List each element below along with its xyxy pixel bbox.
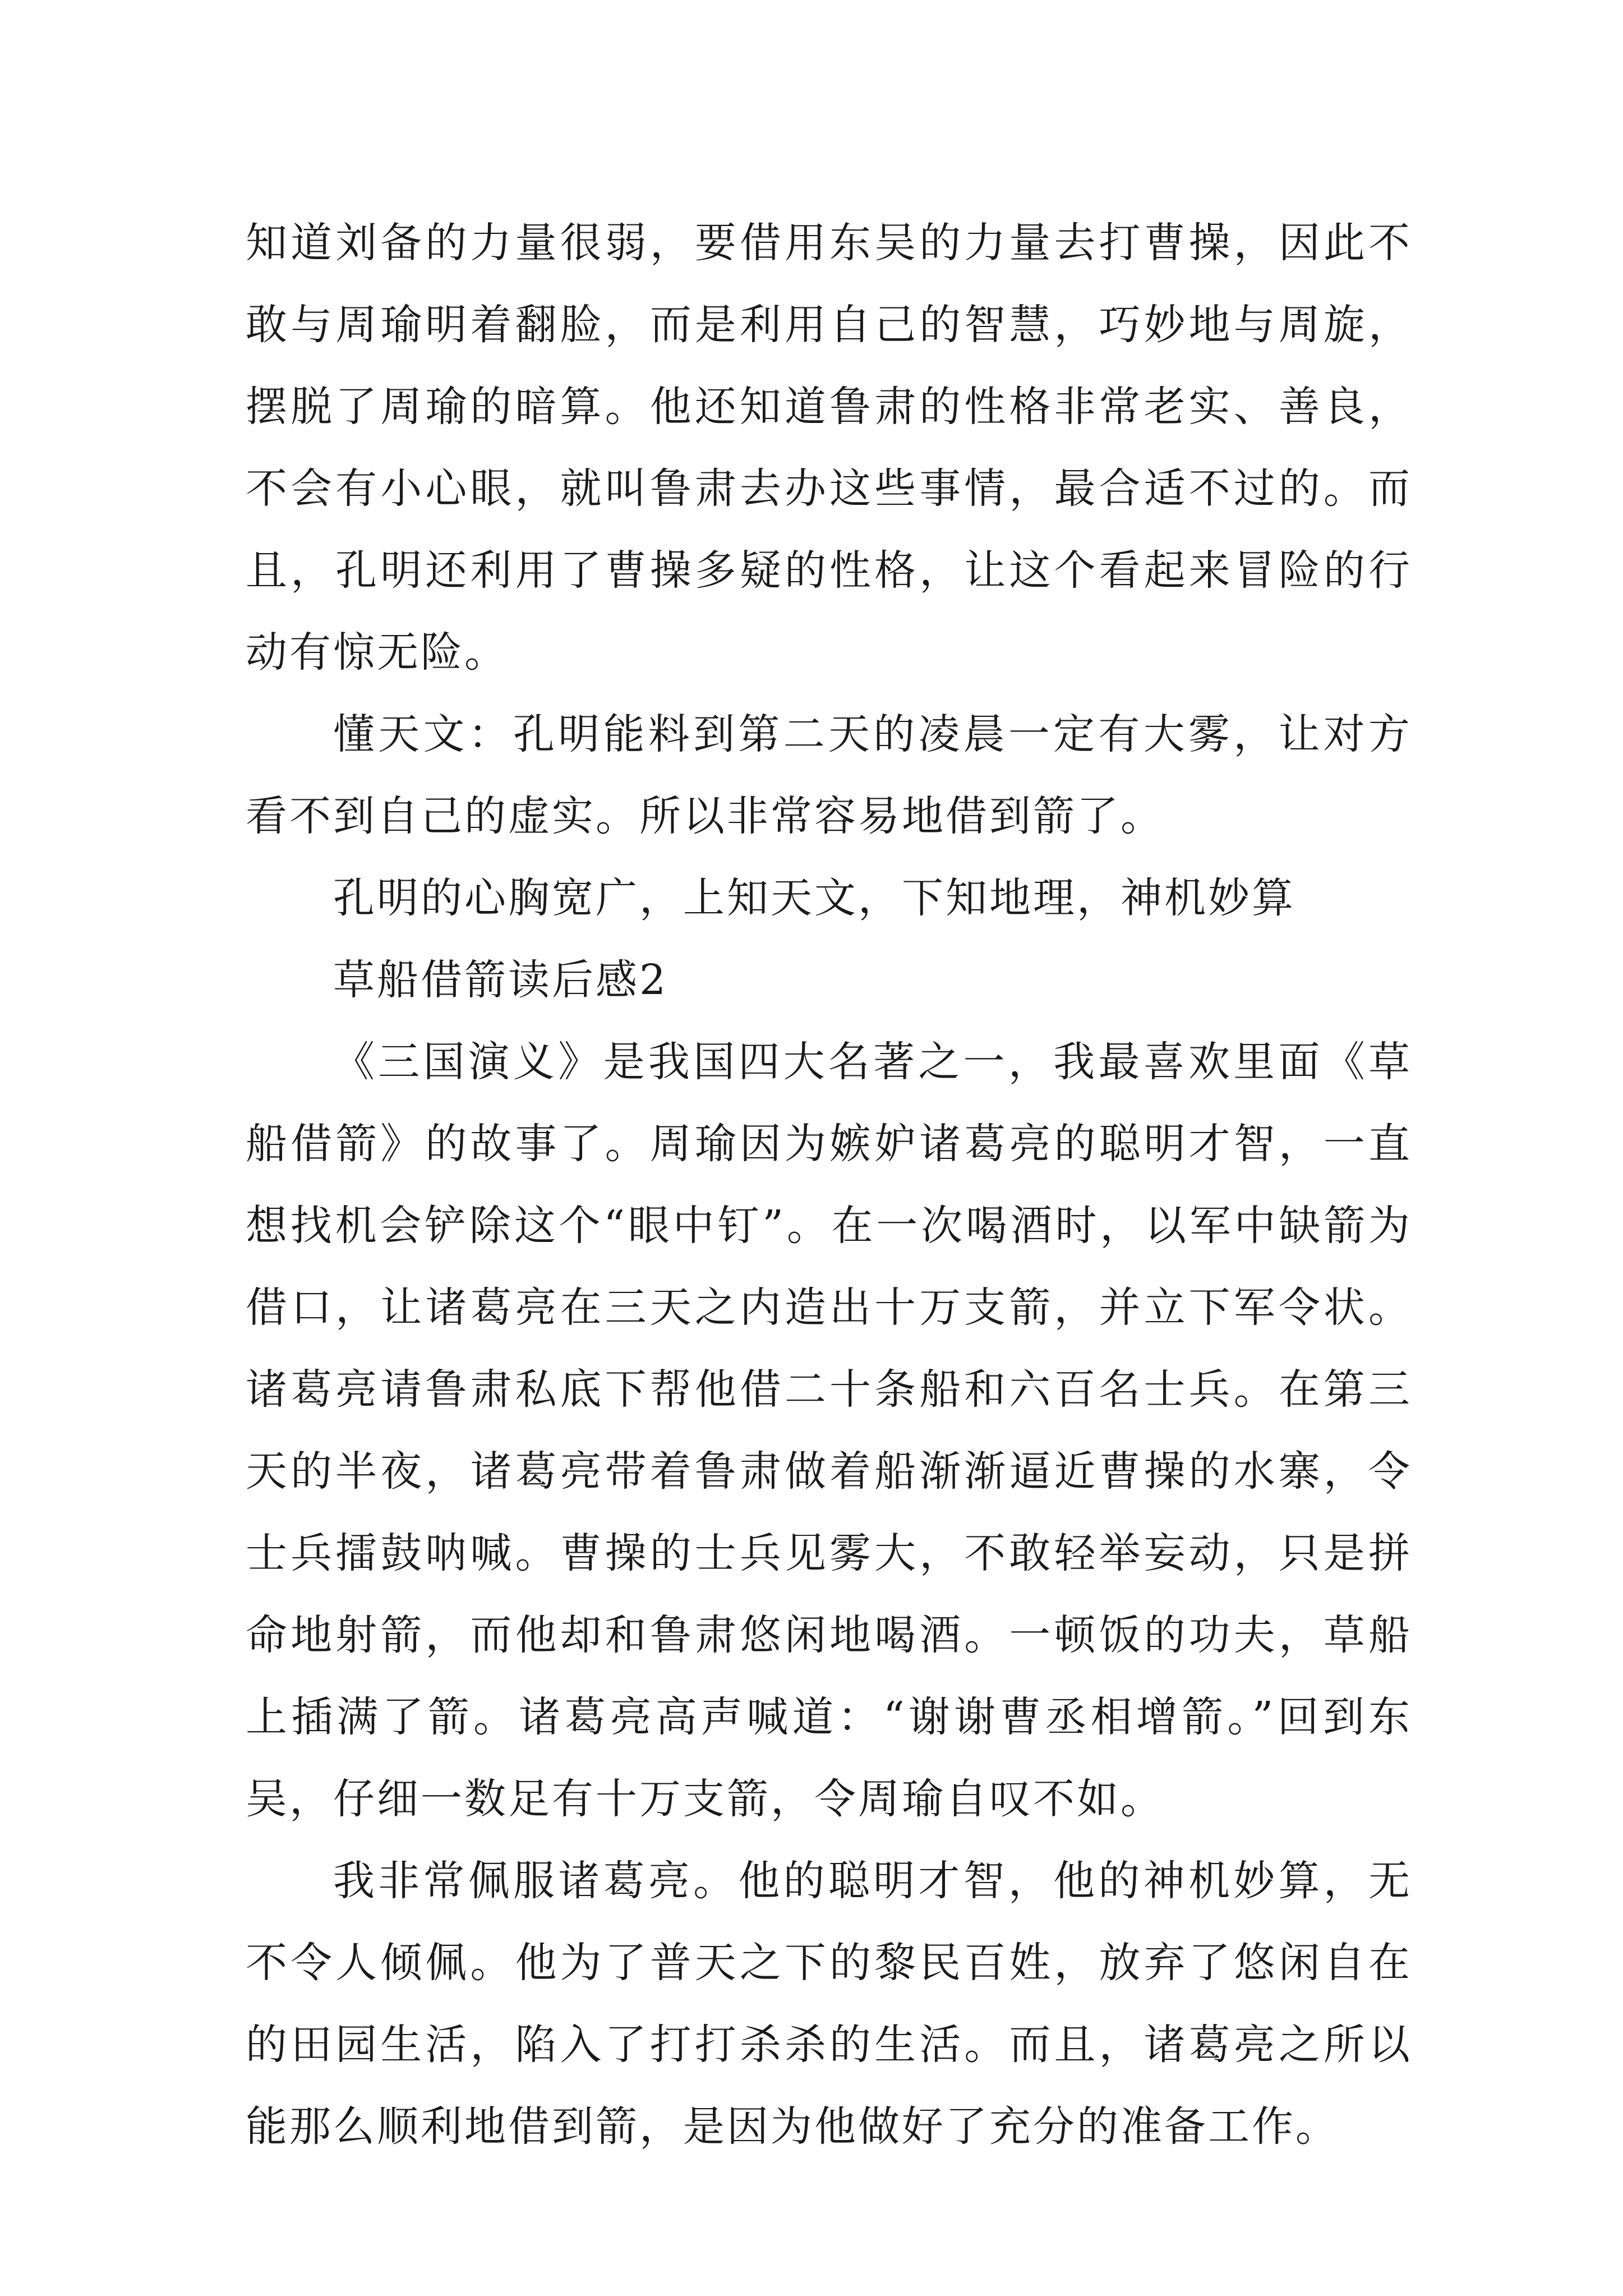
paragraph-continuation: 知道刘备的力量很弱，要借用东吴的力量去打曹操，因此不敢与周瑜明着翻脸，而是利用自己的智慧，巧妙地与周旋，摆脱了周瑜的暗算。他还知道鲁肃的性格非常老实、善良，不会有小心眼，就叫鲁肃去办这些事情，最合适不过的。而且，孔明还利用了曹操多疑的性格，让这个看起来冒险的行动有惊无险。 — [246, 219, 1412, 677]
paragraph-summary-line: 孔明的心胸宽广，上知天文，下知地理，神机妙算 — [333, 874, 1295, 922]
paragraph-astronomy: 懂天文：孔明能料到第二天的凌晨一定有大雾，让对方看不到自己的虚实。所以非常容易地借到箭了。 — [246, 710, 1412, 840]
section-heading: 草船借箭读后感2 — [333, 956, 668, 1004]
paragraph-admiration: 我非常佩服诸葛亮。他的聪明才智，他的神机妙算，无不令人倾佩。他为了普天之下的黎民百姓，放弃了悠闲自在的田园生活，陷入了打打杀杀的生活。而且，诸葛亮之所以能那么顺利地借到箭，是因为他做好了充分的准备工作。 — [246, 1857, 1412, 2151]
paragraph-story: 《三国演义》是我国四大名著之一，我最喜欢里面《草船借箭》的故事了。周瑜因为嫉妒诸葛亮的聪明才智，一直想找机会铲除这个“眼中钉”。在一次喝酒时，以军中缺箭为借口，让诸葛亮在三天之内造出十万支箭，并立下军令状。诸葛亮请鲁肃私底下帮他借二十条船和六百名士兵。在第三天的半夜，诸葛亮带着鲁肃做着船渐渐逼近曹操的水寨，令士兵擂鼓呐喊。曹操的士兵见雾大，不敢轻举妄动，只是拼命地射箭，而他却和鲁肃悠闲地喝酒。一顿饭的功夫，草船上插满了箭。诸葛亮高声喊道：“谢谢曹丞相增箭。”回到东吴，仔细一数足有十万支箭，令周瑜自叹不如。 — [246, 1038, 1412, 1823]
document-body — [246, 202, 1412, 2168]
